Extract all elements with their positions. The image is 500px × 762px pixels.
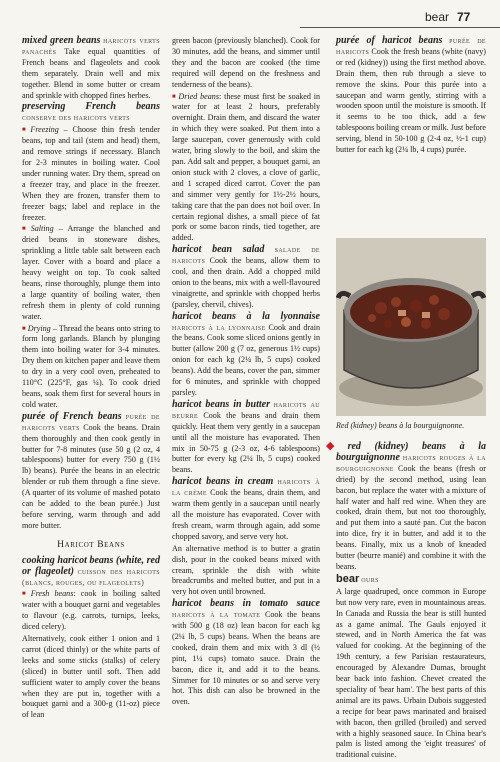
entry-body: Cook the fresh beans (white (navy) or red (kidney)) using the first method above. Drain them, then rub through a sieve to remove the skins. Pour this purée into a saucepan and warm gently, stirring with a wooden spoon until the moisture is smooth. If it seems to be too thick, add a few tablespoons boiling cream or milk. Just before serving, blend in 50-100 g (2-4 oz, ½-1 cup) butter for each kg (2¼ lb, 4 cups) purée. [336, 46, 487, 155]
page-number: 77 [457, 10, 471, 24]
entry-translation: haricots à la crème [172, 477, 321, 498]
method-body: Arrange the blanched and dried beans in stoneware dishes, sprinkling a little table salt between each layer. Cover with a board and place a heavy weight on top. To cook salted beans, rinse thoroughly, plunge them into a large quantity of boiling water, then refresh them in plenty of cold running water. [22, 224, 161, 321]
entry-title: haricot beans in tomato sauce [172, 598, 320, 610]
entry-in-cream [172, 477, 320, 542]
entry-title: purée of French beans [22, 410, 122, 422]
entry-title: haricot beans in butter [172, 398, 270, 410]
section-heading: Haricot Beans [57, 539, 125, 550]
bullet-icon: ■ [22, 325, 26, 332]
entry-body: Cook the beans with 500 g (18 oz) lean bacon for each kg (2¼ lb, 5 cups) beans. When the beans are cooked, drain them and mix with 3 dl (½ pint, 1¼ cups) tomato sauce. Drain the bacon, dice it, and add it to the beans. Simmer for 10 minutes or so and serve very hot. This dish can also be browned in the oven. [172, 610, 320, 707]
entry-title: haricot bean salad [172, 244, 265, 256]
paragraph-alternative: Alternatively, cook either 1 onion and 1 carrot (diced thinly) or the white parts of leeks and some sticks (stalks) of celery (sliced) in butter until soft. Then add sufficient water to amply cover the beans when they are put in, together with a bouquet garni and a 300-g (11-oz) piece of lean [22, 634, 160, 720]
method-drying: ■ Drying – Thread the beans onto string to form long garlands. Blanch by plunging them into boiling water for 3-4 minutes. Dry them on kitchen paper and leave them to dry in a very cool oven, preheated to 110°C (225°F, gas ¼). To cook dried beans, soak them first for several hours in cold water. [22, 323, 160, 409]
entry-title: haricot beans in cream [172, 476, 274, 488]
entry-translation: purée de haricots verts [22, 411, 160, 432]
method-body: these must first be soaked in water for at least 2 hours, preferably overnight. Drain them, and discard the water in which they were soaked. Put them into a large saucepan, cover generously with cold water, bring slowly to the boil, and skim the pan. Add salt and pepper, a bouquet garni, an onion stuck with 2 cloves, a clove of garlic, and 1 scraped diced carrot. Cover the pan and simmer very gently for 1½-2½ hours, taking care that the pan does not boil over. In certain regional dishes, a small piece of fat pork or some bacon rinds, tied together, are added. [172, 91, 321, 243]
entry-translation: haricots à la lyonnaise [172, 322, 266, 332]
entry-lyonnaise [172, 312, 320, 399]
entry-title: purée of haricot beans [336, 35, 443, 46]
dish-photo [336, 238, 486, 416]
column-left [22, 36, 160, 722]
bullet-icon: ■ [22, 226, 29, 233]
pot-of-beans-image [336, 238, 486, 416]
method-label: Dried beans [178, 91, 220, 101]
entry-in-butter [172, 400, 320, 476]
entry-translation: haricots à la tomate [172, 610, 261, 620]
entry-preserving-french-beans [22, 102, 160, 124]
bullet-icon: ■ [22, 127, 29, 134]
entry-translation: ours [361, 574, 379, 584]
entry-translation: haricots au beurre [172, 399, 320, 420]
entry-body: Cook and drain the beans. Cook some sliced onions gently in butter (allow 200 g (7 oz, generous 1½ cups) onion for each kg (2¼ lb, 5 cups) cooked beans). Add the beans, cover the pan, simmer for 6 minutes, and sprinkle with chopped parsley. [172, 322, 320, 397]
entry-body: Cook the beans, drain them, and warm them gently in a saucepan until nearly all the moisture has evaporated. Cover with fresh cream, warm through again, add some chopped savory, and serve very hot. [172, 488, 320, 541]
entry-red-beans-bourguignonne [326, 440, 486, 573]
entry-title: preserving French beans [22, 101, 160, 113]
photo-caption: Red (kidney) beans à la bourguignonne. [336, 421, 465, 430]
entry-translation: haricots rouges à la bourguignonne [336, 452, 486, 473]
column-right-lower [326, 440, 486, 762]
method-label: Salting [30, 224, 54, 234]
method-label: Fresh beans [30, 589, 74, 599]
paragraph-continued: green bacon (previously blanched). Cook for 30 minutes, add the beans, and simmer until they and the bacon are cooked (the time required will depend on the freshness and tenderness of the beans). [172, 36, 320, 89]
entry-title: cooking haricot beans (white, red or flageolet) [22, 554, 160, 577]
entry-translation: cuisson des haricots (blancs, rouges, ou flageolets) [22, 566, 161, 587]
entry-title: mixed green beans [22, 35, 101, 46]
method-salting: ■ Salting – Arrange the blanched and dried beans in stoneware dishes, sprinkling a little table salt between each layer. Cover with a board and place a heavy weight on top. To cook salted beans, rinse thoroughly, plunge them into a large quantity of boiling water, then refresh them in plenty of cold running water. [22, 224, 161, 321]
paragraph-alternative: An alternative method is to butter a gratin dish, pour in the cooked beans mixed with cream, sprinkle the dish with white breadcrumbs and melted butter, and put in a very hot oven until browned. [172, 543, 320, 597]
entry-title: red (kidney) beans à la bourguignonne [336, 441, 486, 463]
bullet-icon: ■ [22, 591, 29, 598]
entry-translation: haricots verts panachés [22, 36, 160, 56]
entry-headword: bear [336, 572, 360, 585]
method-body: Choose thin fresh tender beans, top and tail (stem and head) them, and remove strings if necessary. Blanch for 2-3 minutes in boiling water. Cool under running water. Dry them, spread on a freezer tray, and place in the freezer. When they are frozen, transfer them to freezer bags; label and replace in the freezer. [22, 125, 161, 222]
method-body: cook in boiling salted water with a bouquet garni and vegetables to flavour (e.g. carrots, turnips, leeks, diced celery). [22, 589, 160, 632]
running-header [0, 8, 500, 26]
entry-title: haricot beans à la lyonnaise [172, 310, 320, 322]
entry-tomato-sauce [172, 599, 320, 708]
header-word: bear [425, 10, 450, 24]
entry-body: A large quadruped, once common in Europe but now very rare, even in mountainous areas. In Canada and Russia the bear is still hunted as a game animal. The Gauls enjoyed it stewed, and in North America the fat was valued for cooking. At the beginning of the 19th century, a few Parisian restaurateurs, encouraged by Alexandre Dumas, brought bear back into fashion. Chevet created the speciality of 'bear ham'. The best parts of this animal are its paws. Urbain Dubois suggested a recipe for bear paws marinated and braised with bacon, then grilled (broiled) and served with a highly seasoned sauce. In China bear's palm is listed among the 'eight treasures' of traditional cuisine. [336, 586, 486, 760]
entry-body: Cook the beans and drain them quickly. Heat them very gently in a saucepan until all the moisture has evaporated. Then mix in 50-75 g (2-3 oz, 4-6 tablespoons) butter for every kg (2¼ lb, 5 cups) cooked beans. [172, 410, 320, 475]
method-label: Drying [27, 323, 51, 333]
entry-puree-french-beans [22, 412, 160, 532]
entry-mixed-green-beans [22, 36, 160, 101]
bullet-icon: ■ [172, 93, 177, 100]
header-rule [300, 27, 500, 28]
method-fresh-beans: ■ Fresh beans: cook in boiling salted water with a bouquet garni and vegetables to flavour (e.g. carrots, turnips, leeks, diced celery). [22, 589, 160, 632]
entry-bear [336, 574, 486, 586]
entry-puree-haricot-beans [336, 36, 486, 156]
diamond-icon: ◆ [326, 440, 346, 452]
column-middle [172, 36, 320, 709]
entry-body: Cook the beans, allow them to cool, and then drain. Add a chopped mild onion to the beans, mix with a well-flavoured vinaigrette, and sprinkle with chopped herbs (parsley, chervil, chives). [172, 256, 320, 309]
entry-translation: salade de haricots [172, 245, 321, 266]
entry-cooking-haricot-beans [22, 556, 160, 589]
entry-translation: purée de haricots [336, 36, 486, 56]
method-label: Freezing [30, 125, 59, 135]
entry-haricot-bean-salad [172, 245, 320, 310]
entry-body: Take equal quantities of French beans and flageolets and cook them separately. Drain well and mix together. Blend in some butter or cream and sprinkle with chopped fines herbes. [22, 46, 160, 100]
method-body: Thread the beans onto string to form long garlands. Blanch by plunging them into boiling water for 3-4 minutes. Dry them on kitchen paper and leave them to dry in a very cool oven, preheated to 110°C (225°F, gas ¼). To cook dried beans, soak them first for several hours in cold water. [22, 323, 160, 409]
entry-body: Cook the beans (fresh or dried) by the second method, using lean bacon, but replace the water with a mixture of half water and half red wine. When they are cooked, drain them, but not too thoroughly, and put them into a sauté pan. Cut the bacon into dice, fry it in butter, and add it to the beans. Finally, mix us a knob of kneaded butter (beurre manié) and combine it with the beans. [336, 463, 486, 571]
method-freezing: ■ Freezing – Choose thin fresh tender beans, top and tail (stem and head) them, and remove strings if necessary. Blanch for 2-3 minutes in boiling water. Cool under running water. Dry them, spread on a freezer tray, and place in the freezer. When they are frozen, transfer them to freezer bags; label and replace in the freezer. [22, 125, 161, 222]
entry-translation: conserve des haricots verts [22, 113, 131, 123]
column-right [336, 36, 486, 157]
entry-body: Cook the beans. Drain them thoroughly and then cook gently in butter for 7-8 minutes (use 50 g (2 oz, 4 tablespoons) butter for every 750 g (1½ lb) beans). Purée the beans in an electric blender or rub them through a fine sieve. (A quarter of its volume of mashed potato can be added to the bean purée.) Just before serving, warm through and add more butter. [22, 422, 160, 530]
method-dried-beans: ■ Dried beans: these must first be soaked in water for at least 2 hours, preferably overnight. Drain them, and discard the water in which they were soaked. Put them into a large saucepan, cover generously with cold water, bring slowly to the boil, and skim the pan. Add salt and pepper, a bouquet garni, an onion stuck with 2 cloves, a clove of garlic, and 1 scraped diced carrot. Cover the pan and simmer very gently for 1½-2½ hours, taking care that the pan does not boil over. In certain regional dishes, a small piece of fat pork or some bacon rinds, tied together, are added. [172, 91, 321, 243]
